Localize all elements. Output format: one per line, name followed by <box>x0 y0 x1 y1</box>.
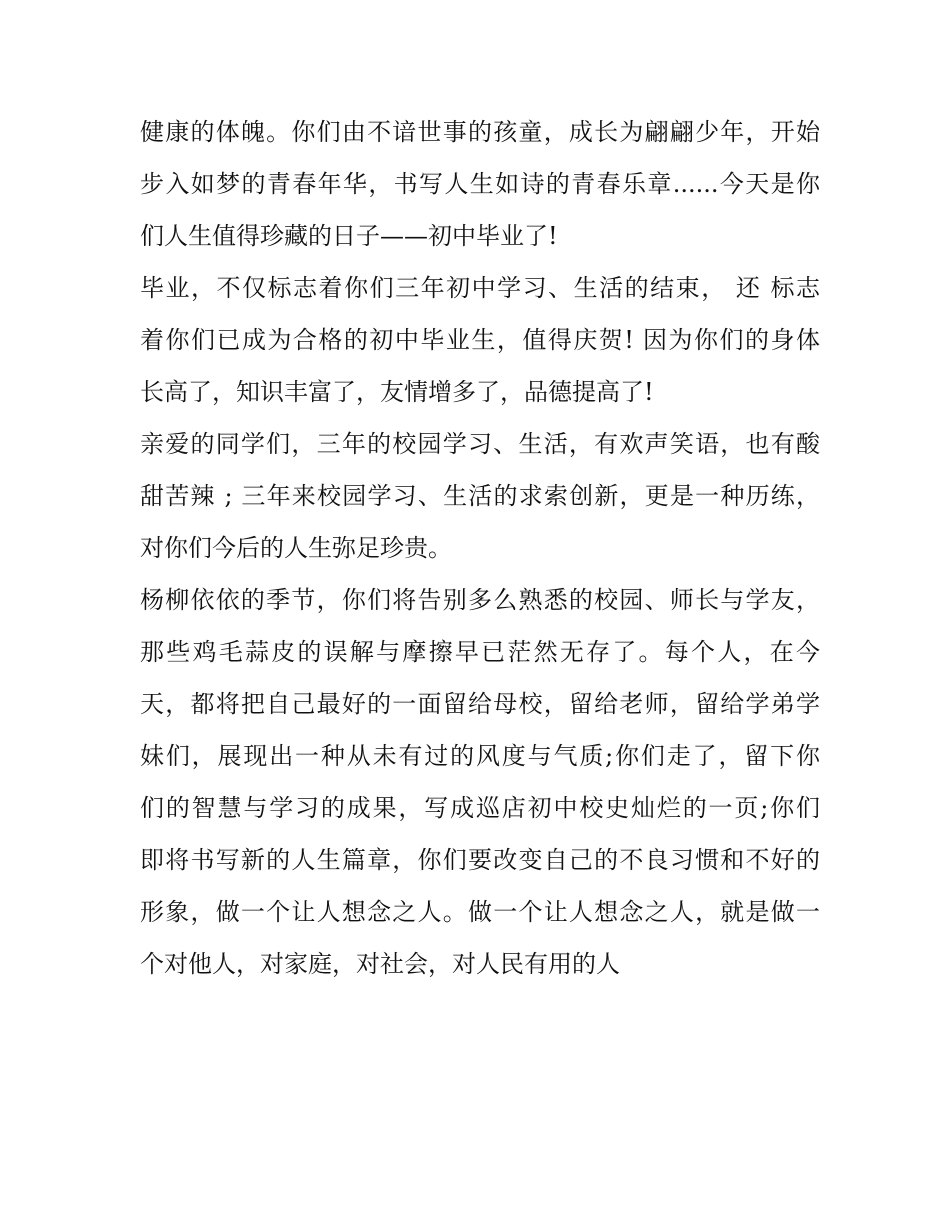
text-line: 即将书写新的人生篇章，你们要改变自己的不良习惯和不好的 <box>140 846 820 874</box>
text-line: 天，都将把自己最好的一面留给母校，留给老师，留给学弟学 <box>140 690 820 718</box>
text-line: 那些鸡毛蒜皮的误解与摩擦早已茫然无存了。每个人，在今 <box>140 638 820 666</box>
body-text <box>140 106 820 990</box>
text-line: 健康的体魄。你们由不谙世事的孩童，成长为翩翩少年，开始 <box>140 118 820 146</box>
text-line: 长高了，知识丰富了，友情增多了，品德提高了! <box>140 378 654 406</box>
text-line: 甜苦辣 ; 三年来校园学习、生活的求索创新，更是一种历练， <box>140 482 820 510</box>
text-line: 杨柳依依的季节，你们将告别多么熟悉的校园、师长与学友， <box>140 586 820 614</box>
text-line: 们人生值得珍藏的日子——初中毕业了! <box>140 222 558 250</box>
text-line: 们的智慧与学习的成果，写成巡店初中校史灿烂的一页;你们 <box>140 794 820 822</box>
text-line: 个对他人，对家庭，对社会，对人民有用的人 <box>140 950 620 978</box>
text-line: 妹们，展现出一种从未有过的风度与气质;你们走了，留下你 <box>140 742 820 770</box>
text-line: 对你们今后的人生弥足珍贵。 <box>140 534 452 562</box>
text-line: 毕业，不仅标志着你们三年初中学习、生活的结束， 还 标志 <box>140 274 820 302</box>
text-line: 形象，做一个让人想念之人。做一个让人想念之人，就是做一 <box>140 898 820 926</box>
text-line: 亲爱的同学们，三年的校园学习、生活，有欢声笑语，也有酸 <box>140 430 820 458</box>
text-line: 步入如梦的青春年华，书写人生如诗的青春乐章......今天是你 <box>140 170 820 198</box>
text-line: 着你们已成为合格的初中毕业生，值得庆贺! 因为你们的身体 <box>140 326 820 354</box>
